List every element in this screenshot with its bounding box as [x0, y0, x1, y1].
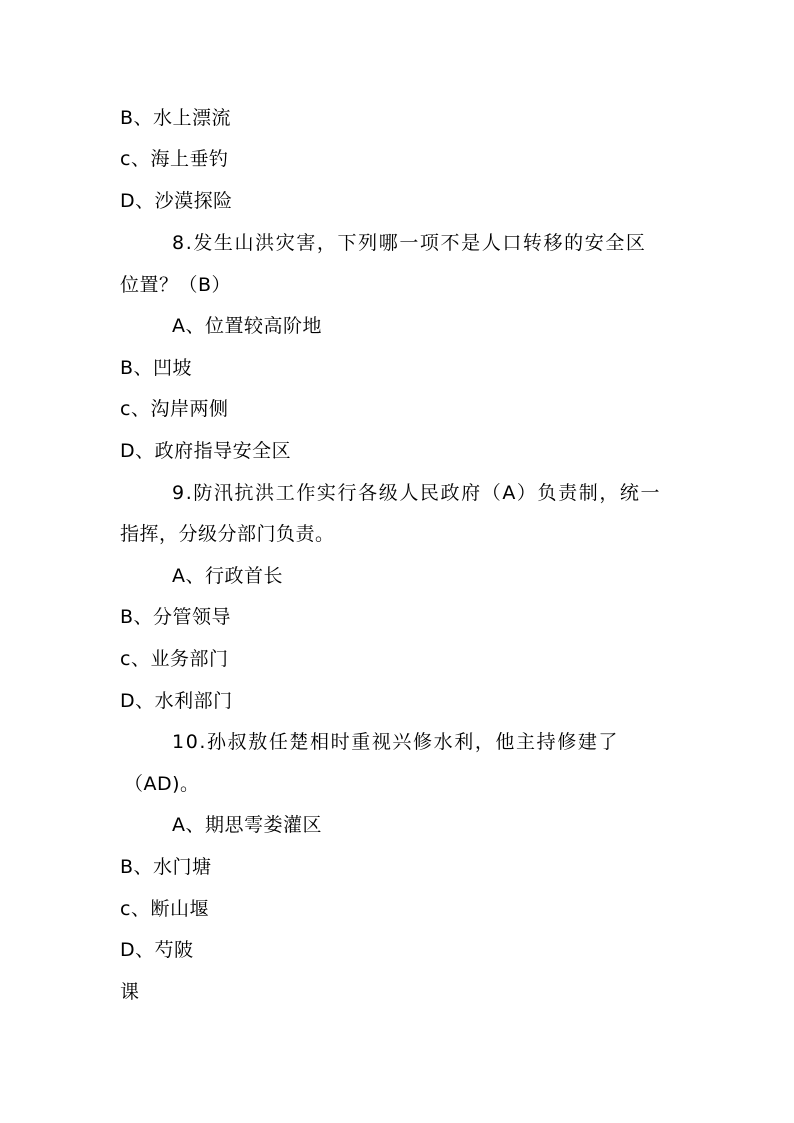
- option-a-q8: A、位置较高阶地: [172, 315, 322, 337]
- section-heading-fragment: 课: [120, 981, 140, 1003]
- option-b-q10: B、水门塘: [120, 856, 212, 878]
- option-a-q10: A、期思雩娄灌区: [172, 814, 322, 836]
- option-b-q8: B、凹坡: [120, 357, 193, 379]
- option-d-q8: D、政府指导安全区: [120, 440, 292, 462]
- option-c-q10: c、断山堰: [120, 898, 209, 920]
- question-9-line-1: 9.防汛抗洪工作实行各级人民政府（A）负责制，统一: [172, 482, 662, 504]
- option-c-q7: c、海上垂钓: [120, 148, 229, 170]
- option-d-q10: D、芍陂: [120, 939, 194, 961]
- option-d-q7: D、沙漠探险: [120, 190, 233, 212]
- option-b-q9: B、分管领导: [120, 606, 232, 628]
- option-c-q9: c、业务部门: [120, 648, 229, 670]
- question-10-line-2: （AD)。: [124, 773, 200, 795]
- question-8-line-1: 8.发生山洪灾害，下列哪一项不是人口转移的安全区: [172, 232, 647, 254]
- question-9-line-2: 指挥，分级分部门负责。: [120, 523, 335, 545]
- option-a-q9: A、行政首长: [172, 565, 283, 587]
- option-d-q9: D、水利部门: [120, 690, 233, 712]
- question-8-line-2: 位置？（B）: [120, 274, 232, 296]
- option-b-q7: B、水上漂流: [120, 107, 232, 129]
- option-c-q8: c、沟岸两侧: [120, 398, 229, 420]
- question-10-line-1: 10.孙叔敖任楚相时重视兴修水利，他主持修建了: [172, 731, 620, 753]
